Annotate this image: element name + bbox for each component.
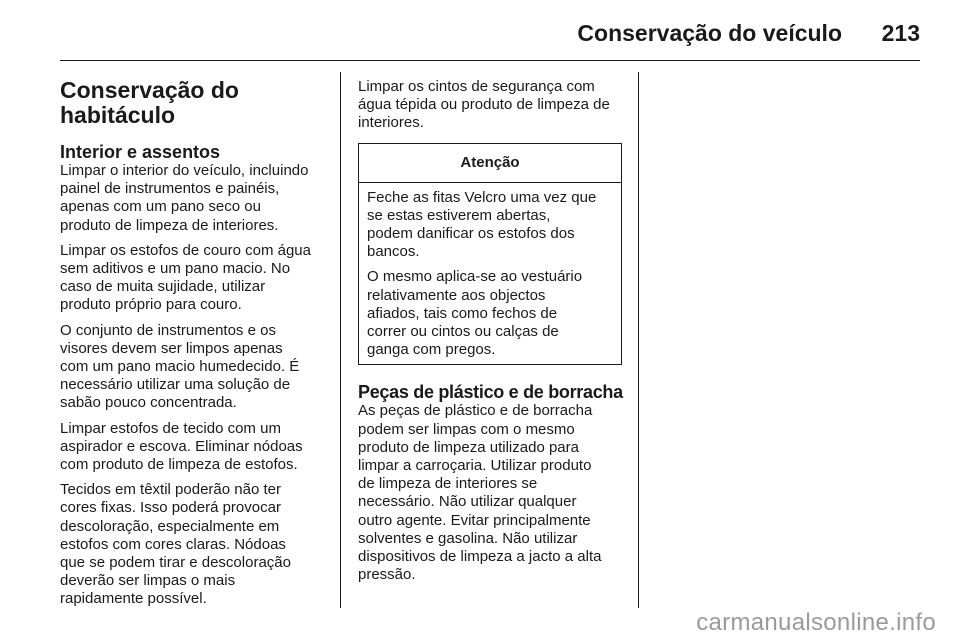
text-line: As peças de plástico e de borracha: [358, 402, 593, 420]
paragraph-textile-colors: [60, 481, 332, 608]
text-line: O conjunto de instrumentos e os: [60, 321, 276, 339]
text-line: Limpar os estofos de couro com água: [60, 241, 311, 259]
text-line: necessário. Não utilizar qualquer: [358, 493, 577, 511]
text-line: outro agente. Evitar principalmente: [358, 511, 591, 529]
section-heading-line: habitáculo: [60, 102, 176, 128]
text-line: bancos.: [367, 243, 420, 261]
text-line: podem ser limpas com o mesmo: [358, 420, 575, 438]
attention-note-body: [359, 183, 621, 365]
text-line: caso de muita sujidade, utilizar: [60, 278, 266, 296]
paragraph-leather-seats: [60, 242, 332, 315]
section-heading-line: Conservação do: [60, 77, 239, 103]
text-line: cores fixas. Isso poderá provocar: [60, 499, 281, 517]
text-line: visores devem ser limpos apenas: [60, 339, 283, 357]
text-line: pressão.: [358, 566, 416, 584]
page-number: 213: [881, 20, 920, 46]
text-line: necessário utilizar uma solução de: [60, 376, 291, 394]
text-line: aspirador e escova. Eliminar nódoas: [60, 437, 303, 455]
attention-note-box: [358, 143, 622, 366]
left-column: [60, 78, 332, 609]
text-line: produto de limpeza utilizado para: [358, 438, 579, 456]
text-line: estofos com cores claras. Nódoas: [60, 535, 286, 553]
section-heading: [60, 78, 332, 128]
note-paragraph-sharp-objects: [367, 268, 613, 359]
text-line: deverão ser limpas o mais: [60, 572, 236, 590]
text-line: O mesmo aplica-se ao vestuário: [367, 268, 583, 286]
middle-column: [358, 78, 626, 584]
header-rule: [60, 60, 920, 61]
text-line: podem danificar os estofos dos: [367, 225, 575, 243]
subheading-interior-seats: Interior e assentos: [60, 142, 221, 162]
header-title: Conservação do veículo: [577, 20, 842, 46]
text-line: dispositivos de limpeza a jacto a alta: [358, 548, 602, 566]
text-line: com produto de limpeza de estofos.: [60, 456, 298, 474]
text-line: produto próprio para couro.: [60, 296, 242, 314]
column-divider-right: [638, 72, 639, 608]
text-line: se estas estiverem abertas,: [367, 206, 551, 224]
text-line: relativamente aos objectos: [367, 286, 546, 304]
paragraph-fabric-seats: [60, 420, 332, 475]
paragraph-seat-belts: [358, 78, 626, 133]
text-line: limpar a carroçaria. Utilizar produto: [358, 457, 592, 475]
text-line: apenas com um pano seco ou: [60, 198, 261, 216]
text-line: Limpar o interior do veículo, incluindo: [60, 162, 309, 179]
paragraph-interior-cleaning: [60, 162, 332, 235]
text-line: que se podem tirar e descoloração: [60, 554, 291, 572]
note-paragraph-velcro: [367, 189, 613, 262]
text-line: com um pano macio humedecido. É: [60, 358, 300, 376]
text-line: interiores.: [358, 114, 424, 132]
text-line: ganga com pregos.: [367, 341, 496, 359]
subheading-plastic-rubber: Peças de plástico e de borracha: [358, 382, 623, 403]
paragraph-plastic-rubber: [358, 402, 626, 584]
text-line: produto de limpeza de interiores.: [60, 216, 279, 234]
text-line: Tecidos em têxtil poderão não ter: [60, 481, 281, 499]
attention-note-title: Atenção: [359, 144, 621, 183]
text-line: água tépida ou produto de limpeza de: [358, 96, 610, 114]
text-line: sabão pouco concentrada.: [60, 394, 237, 412]
text-line: Limpar estofos de tecido com um: [60, 419, 281, 437]
text-line: correr ou cintos ou calças de: [367, 323, 559, 341]
column-divider-left: [340, 72, 341, 608]
text-line: rapidamente possível.: [60, 590, 207, 608]
watermark: carmanualsonline.info: [696, 609, 936, 636]
paragraph-instrument-cluster: [60, 322, 332, 413]
text-line: painel de instrumentos e painéis,: [60, 180, 280, 198]
text-line: Feche as fitas Velcro uma vez que: [367, 188, 597, 206]
text-line: afiados, tais como fechos de: [367, 304, 558, 322]
text-line: sem aditivos e um pano macio. No: [60, 260, 291, 278]
text-line: Limpar os cintos de segurança com: [358, 78, 595, 95]
text-line: de limpeza de interiores se: [358, 475, 538, 493]
text-line: descoloração, especialmente em: [60, 517, 280, 535]
text-line: solventes e gasolina. Não utilizar: [358, 529, 578, 547]
